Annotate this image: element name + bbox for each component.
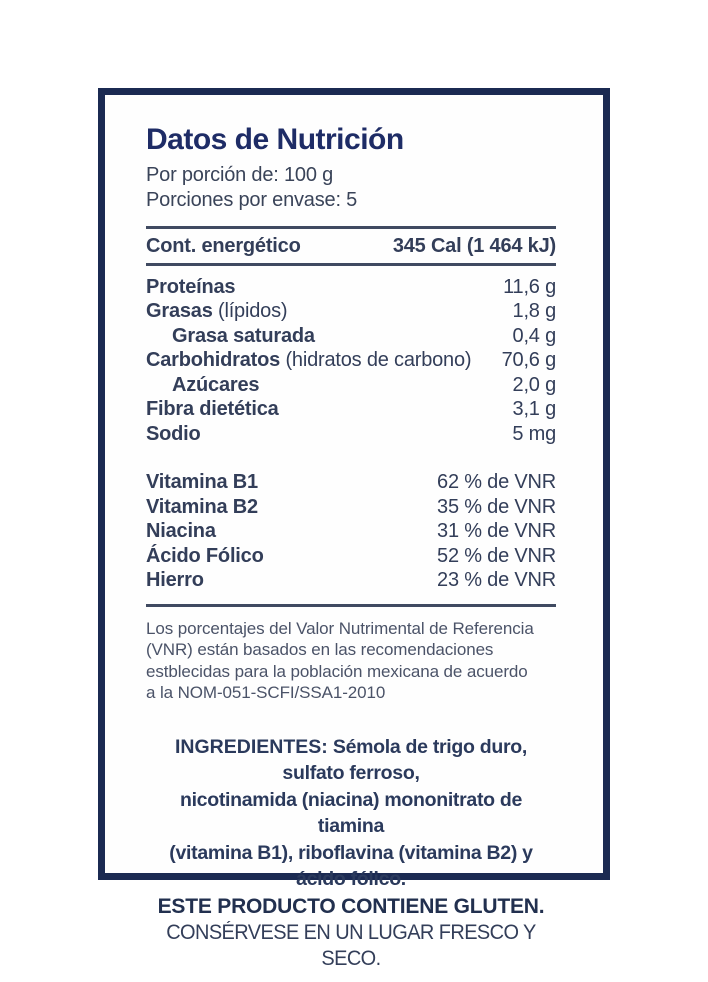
- ingredients-line: INGREDIENTES: Sémola de trigo duro, sulfato ferroso,: [174, 735, 528, 784]
- nutrition-label: [98, 88, 610, 970]
- servings-per-container-line: Porciones por envase: 5: [146, 189, 358, 211]
- nutrient-name: Azúcares: [172, 373, 260, 396]
- serving-size-line: Por porción de: 100 g: [146, 164, 334, 186]
- nutrient-name: Sodio: [146, 422, 201, 445]
- vitamin-value: 52 % de VNR: [437, 544, 556, 567]
- vitamin-row-iron: [146, 568, 556, 593]
- nutrient-row-fats: [146, 299, 556, 324]
- nutrient-row-proteins: [146, 275, 556, 300]
- footnote-line: estblecidas para la población mexicana de acuerdo: [146, 661, 528, 681]
- nutrient-name: Proteínas: [146, 275, 236, 298]
- ingredients-section: [146, 734, 556, 972]
- divider-energy: [146, 263, 556, 266]
- vitamin-row-b2: [146, 495, 556, 520]
- nutrients-section: [146, 275, 556, 447]
- vitamin-name: Vitamina B1: [146, 471, 258, 493]
- nutrient-row-saturated-fat: [146, 324, 556, 349]
- nutrient-value: 5 mg: [512, 422, 556, 445]
- gluten-warning: ESTE PRODUCTO CONTIENE GLUTEN.: [157, 894, 545, 918]
- nutrient-value: 2,0 g: [512, 373, 556, 396]
- nutrient-value: 0,4 g: [512, 324, 556, 347]
- vitamin-row-niacin: [146, 519, 556, 544]
- nutrient-name: Carbohidratos (hidratos de carbono): [146, 349, 472, 371]
- nutrient-row-sodium: [146, 422, 556, 447]
- nutrient-value: 1,8 g: [512, 300, 556, 322]
- energy-name: Cont. energético: [146, 235, 301, 257]
- vitamins-section: [146, 470, 556, 593]
- nutrient-row-sugars: [146, 373, 556, 398]
- vitamin-row-b1: [146, 470, 556, 495]
- footnote-line: (VNR) están basados en las recomendaciones: [146, 640, 494, 659]
- ingredients-heading: INGREDIENTES:: [174, 735, 328, 758]
- vitamin-value: 35 % de VNR: [437, 495, 556, 518]
- vitamin-value: 62 % de VNR: [437, 471, 556, 493]
- nutrient-value: 3,1 g: [512, 398, 556, 420]
- vnr-footnote: [146, 618, 556, 704]
- storage-instruction: CONSÉRVESE EN UN LUGAR FRESCO Y SECO.: [166, 920, 536, 970]
- label-title: Datos de Nutrición: [146, 123, 404, 156]
- footnote-line: Los porcentajes del Valor Nutrimental de Referencia: [146, 618, 534, 638]
- nutrient-row-carbohydrates: [146, 348, 556, 373]
- vitamin-name: Vitamina B2: [146, 495, 258, 518]
- nutrient-row-fiber: [146, 397, 556, 422]
- nutrient-value: 70,6 g: [501, 349, 556, 371]
- vitamin-name: Ácido Fólico: [146, 544, 264, 567]
- vitamin-row-folic-acid: [146, 544, 556, 569]
- nutrient-value: 11,6 g: [503, 275, 556, 298]
- nutrient-name: Grasa saturada: [172, 324, 315, 347]
- energy-row: [146, 229, 556, 263]
- vitamin-value: 31 % de VNR: [437, 520, 556, 542]
- nutrient-name: Grasas (lípidos): [146, 300, 288, 322]
- nutrient-name: Fibra dietética: [146, 398, 279, 420]
- energy-value: 345 Cal (1 464 kJ): [392, 235, 556, 257]
- ingredients-line: nicotinamida (niacina) mononitrato de tiamina: [179, 788, 523, 837]
- footnote-line: a la NOM-051-SCFI/SSA1-2010: [146, 683, 386, 702]
- vitamin-name: Niacina: [146, 520, 216, 542]
- vitamin-name: Hierro: [146, 569, 204, 591]
- divider-bottom: [146, 604, 556, 607]
- vitamin-value: 23 % de VNR: [437, 569, 556, 591]
- ingredients-line: (vitamina B1), riboflavina (vitamina B2) y ácido fólico.: [169, 841, 533, 890]
